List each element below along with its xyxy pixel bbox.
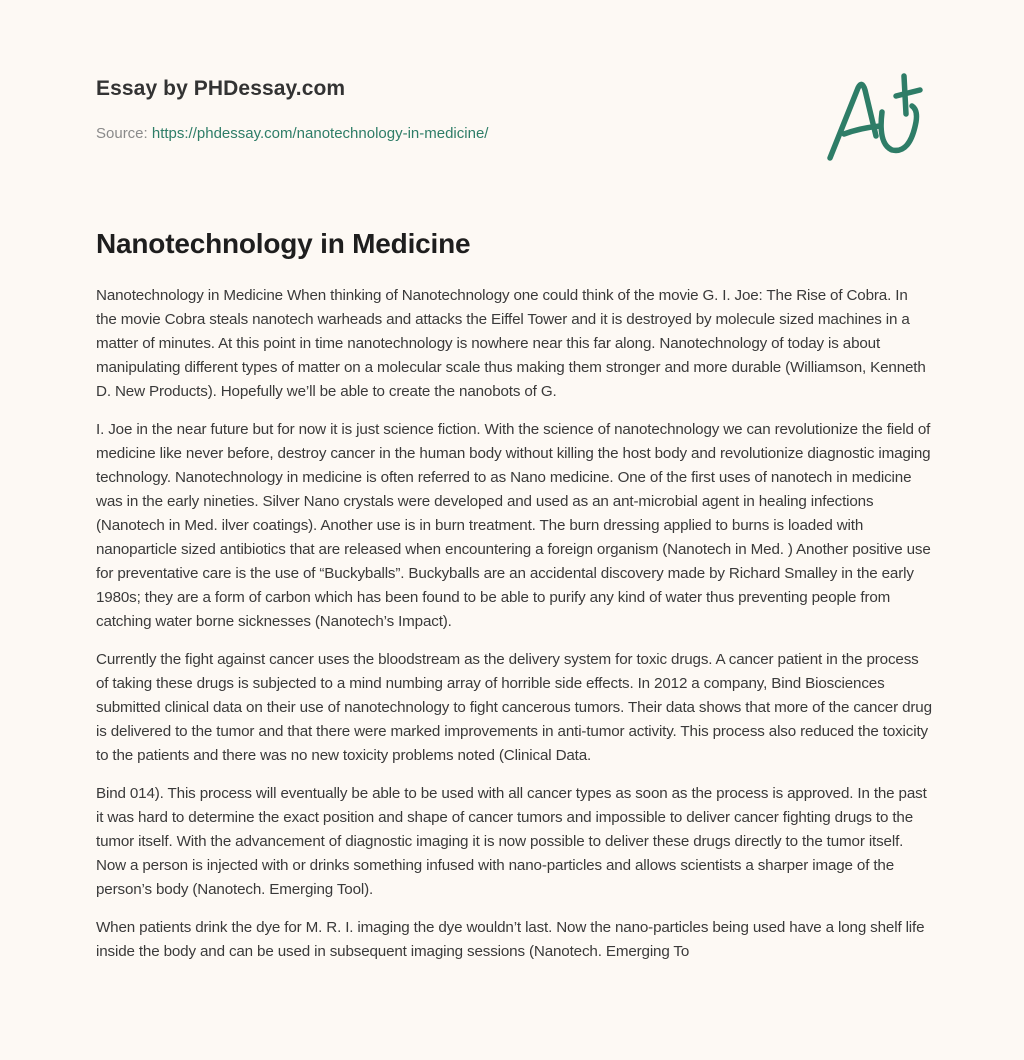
- paragraph: Currently the fight against cancer uses the bloodstream as the delivery system for toxic drugs. A cancer patient in the process of taking these drugs is subjected to a mind numbing array of horrible side effects. In 2012 a company, Bind Biosciences submitted clinical data on their use of nanotechnology to fight cancerous tumors. Their data shows that more of the cancer drug is delivered to the tumor and that there were marked improvements in anti-tumor activity. This process also reduced the toxicity to the patients and there was no new toxicity problems noted (Clinical Data.: [96, 651, 932, 764]
- a-plus-grade-icon: [820, 66, 930, 166]
- site-brand: Essay by PHDessay.com: [96, 77, 346, 100]
- paragraph: When patients drink the dye for M. R. I. imaging the dye wouldn’t last. Now the nano-particles being used have a long shelf life inside the body and can be used in subsequent imaging sessions (Nanotech. Emerging To: [96, 919, 925, 960]
- essay-header: [96, 74, 928, 144]
- article-body: [96, 284, 932, 978]
- paragraph: I. Joe in the near future but for now it is just science fiction. With the science of nanotechnology we can revolutionize the field of medicine like never before, destroy cancer in the human body without killing the host body and revolutionize diagnostic imaging technology. Nanotechnology in medicine is often referred to as Nano medicine. One of the first uses of nanotech in medicine was in the early nineties. Silver Nano crystals were developed and used as an ant-microbial agent in healing infections (Nanotech in Med. ilver coatings). Another use is in burn treatment. The burn dressing applied to burns is loaded with nanoparticle sized antibiotics that are released when encountering a foreign organism (Nanotech in Med. ) Another positive use for preventative care is the use of “Buckyballs”. Buckyballs are an accidental discovery made by Richard Smalley in the early 1980s; they are a form of carbon which has been found to be able to purify any kind of water thus preventing people from catching water borne sicknesses (Nanotech’s Impact).: [96, 421, 931, 630]
- article-title: Nanotechnology in Medicine: [96, 228, 471, 259]
- paragraph: Nanotechnology in Medicine When thinking of Nanotechnology one could think of the movie G. I. Joe: The Rise of Cobra. In the movie Cobra steals nanotech warheads and attacks the Eiffel Tower and it is destroyed by molecule sized machines in a matter of minutes. At this point in time nanotechnology is nowhere near this far along. Nanotechnology of today is about manipulating different types of matter on a molecular scale thus making them stronger and more durable (Williamson, Kenneth D. New Products). Hopefully we’ll be able to create the nanobots of G.: [96, 287, 926, 400]
- source-line: [96, 124, 928, 144]
- source-link[interactable]: https://phdessay.com/nanotechnology-in-medicine/: [151, 125, 489, 142]
- source-label: Source:: [96, 125, 152, 142]
- paragraph: Bind 014). This process will eventually be able to be used with all cancer types as soon as the process is approved. In the past it was hard to determine the exact position and shape of cancer tumors and impossible to deliver cancer fighting drugs to the tumor itself. With the advancement of diagnostic imaging it is now possible to deliver these drugs directly to the tumor itself. Now a person is injected with or drinks something infused with nano-particles and allows scientists a sharper image of the person’s body (Nanotech. Emerging Tool).: [96, 785, 927, 898]
